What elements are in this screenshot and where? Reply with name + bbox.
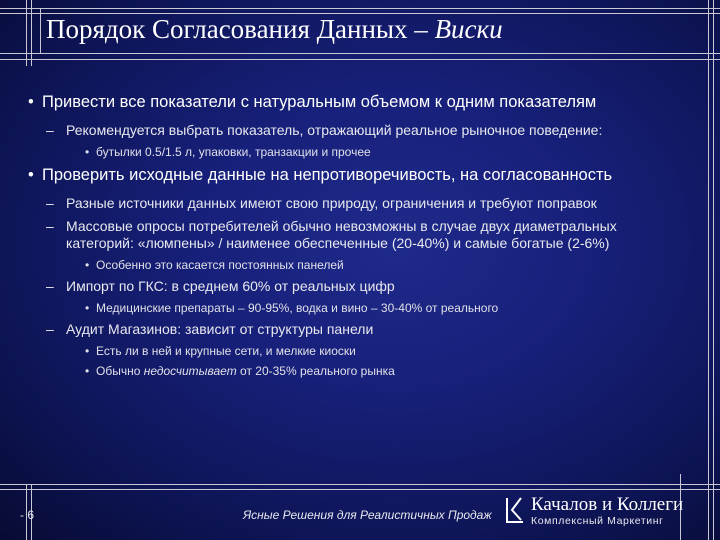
list-item: • Обычно недосчитывает от 20-35% реального рынка — [85, 364, 395, 378]
frame-right-line-2 — [713, 0, 714, 540]
company-logo-subtitle: Комплексный Маркетинг — [531, 515, 664, 527]
bullet-list — [28, 92, 708, 384]
list-item: – Разные источники данных имеют свою природу, ограничения и требуют поправок — [46, 195, 597, 211]
slide-title — [46, 14, 503, 45]
company-logo-icon — [505, 496, 525, 524]
list-item: – Рекомендуется выбрать показатель, отражающий реальное рыночное поведение: — [46, 122, 603, 138]
frame-top-line — [0, 8, 720, 9]
list-item: – Массовые опросы потребителей обычно невозможны в случае двух диаметральных категорий: «люмпены» / наименее обеспеченные (20-40%) и самые богатые (2-6%) — [46, 218, 617, 251]
slide-title-italic: Виски — [434, 14, 503, 44]
footer-slogan: Ясные Решения для Реалистичных Продаж — [243, 508, 492, 522]
page-number: - 6 — [20, 508, 35, 522]
slide-title-main: Порядок Согласования Данных – — [46, 14, 435, 44]
company-logo-name: Качалов и Коллеги — [531, 494, 684, 515]
frame-bottom-line — [0, 484, 720, 485]
list-item: • Проверить исходные данные на непротиворечивость, на согласованность — [28, 166, 613, 184]
list-item: • Медицинские препараты – 90-95%, водка и вино – 30-40% от реального — [85, 301, 499, 315]
frame-left-line-2 — [31, 0, 32, 66]
frame-title-underline-2 — [0, 59, 720, 60]
list-item: • Особенно это касается постоянных панелей — [85, 258, 344, 272]
frame-left-line — [26, 0, 27, 66]
frame-title-box-left — [40, 8, 41, 54]
list-item: – Аудит Магазинов: зависит от структуры панели — [46, 321, 374, 337]
list-item: – Импорт по ГКС: в среднем 60% от реальных цифр — [46, 278, 395, 294]
list-item: • бутылки 0.5/1.5 л, упаковки, транзакции и прочее — [85, 145, 371, 159]
frame-title-underline — [0, 53, 720, 54]
list-item: • Есть ли в ней и крупные сети, и мелкие киоски — [85, 344, 356, 358]
frame-bottom-line-2 — [0, 489, 720, 490]
list-item: • Привести все показатели с натуральным объемом к одним показателям — [28, 93, 597, 111]
frame-right-line — [708, 0, 709, 540]
